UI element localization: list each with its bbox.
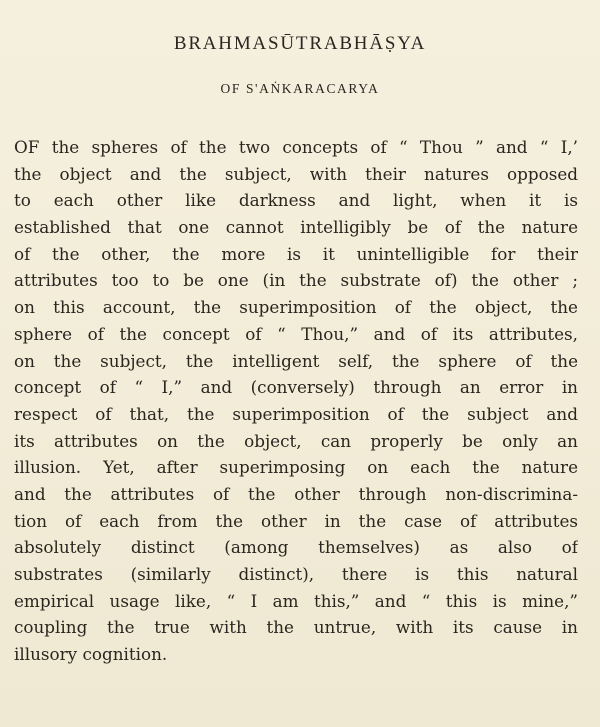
text-line: substrates (similarly distinct), there is this natural <box>14 564 578 584</box>
page-subtitle: OF S'AṄKARACARYA <box>220 81 380 96</box>
page-title: BRAHMASŪTRABHĀṢYA <box>173 33 427 54</box>
text-line: the object and the subject, with their natures opposed <box>14 163 578 184</box>
text-line: OF the spheres of the two concepts of “ Thou ” and “ I,’ <box>14 137 578 157</box>
text-line: sphere of the concept of “ Thou,” and of its attributes, <box>14 323 578 344</box>
text-line: illusion. Yet, after superimposing on each the nature <box>14 457 578 478</box>
text-line: its attributes on the object, can properly be only an <box>14 430 578 451</box>
text-line: tion of each from the other in the case of attributes <box>14 510 578 531</box>
text-line: established that one cannot intelligibly be of the nature <box>14 217 578 238</box>
text-line: attributes too to be one (in the substrate of) the other ; <box>14 270 578 291</box>
text-line: to each other like darkness and light, when it is <box>14 190 578 211</box>
text-line: respect of that, the superimposition of the subject and <box>14 403 578 424</box>
body-paragraph <box>14 134 578 668</box>
text-line: concept of “ I,” and (conversely) through an error in <box>14 377 578 398</box>
text-line: and the attributes of the other through non-discrimina- <box>14 483 578 504</box>
text-line-last: illusory cognition. <box>14 644 168 665</box>
text-line: on the subject, the intelligent self, the sphere of the <box>14 350 578 371</box>
text-line: absolutely distinct (among themselves) as also of <box>14 537 578 558</box>
text-line: on this account, the superimposition of the object, the <box>14 297 578 318</box>
text-line: empirical usage like, “ I am this,” and “ this is mine,” <box>14 590 578 611</box>
text-line: coupling the true with the untrue, with its cause in <box>14 617 578 638</box>
text-line: of the other, the more is it unintelligible for their <box>14 243 578 264</box>
